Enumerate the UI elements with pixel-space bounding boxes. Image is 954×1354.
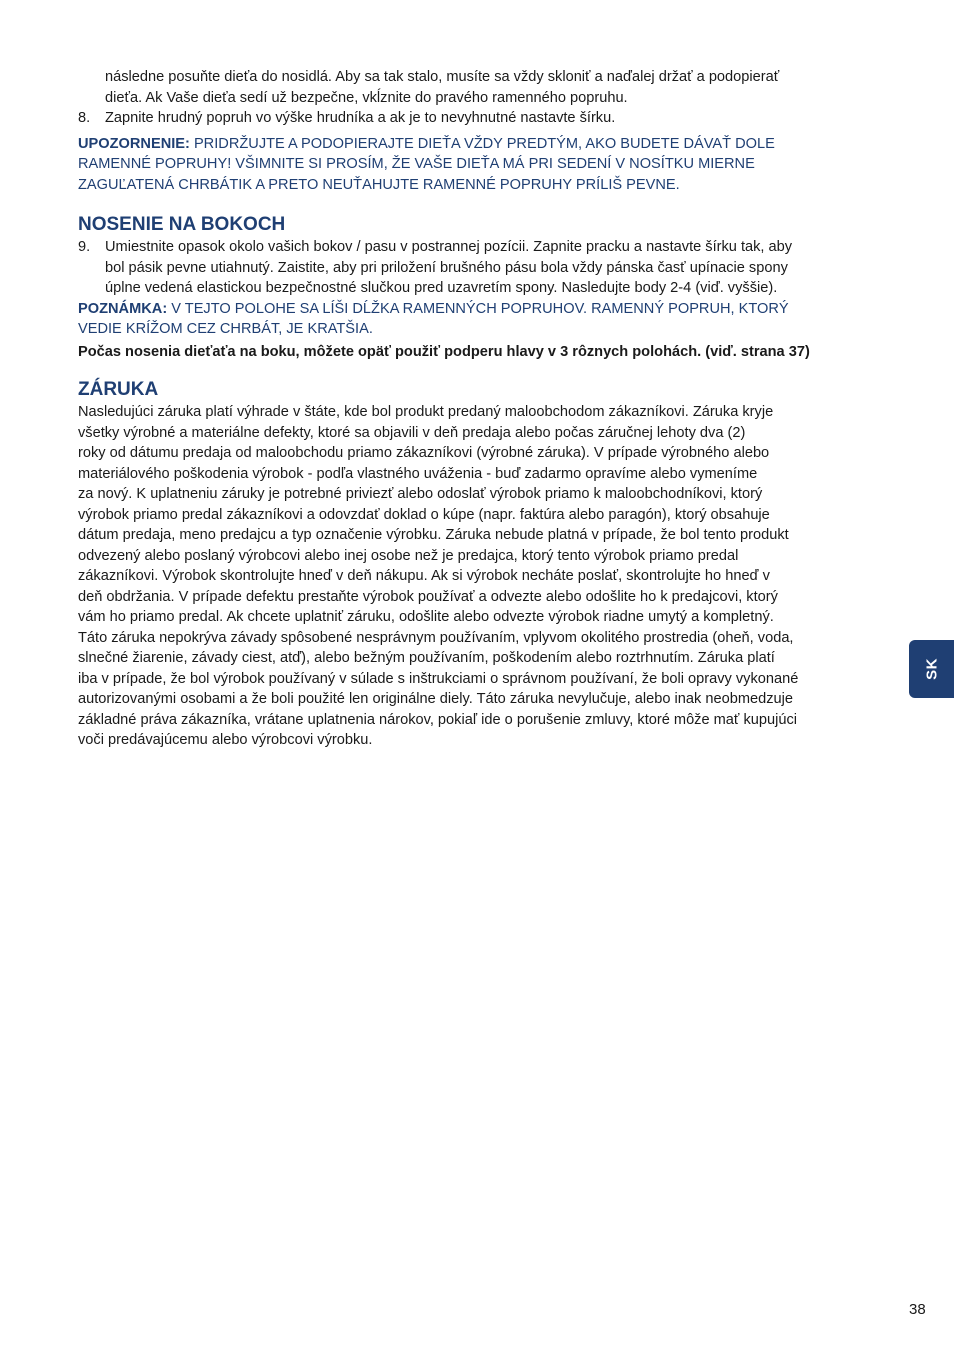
page-number: 38 (909, 1301, 926, 1318)
warranty-line: výrobok priamo predal zákazníkovi a odovzdať doklad o kúpe (napr. faktúra alebo paragón), ktorý obsahuje (78, 506, 770, 523)
warranty-line: za nový. K uplatneniu záruky je potrebné priviezť alebo odoslať výrobok priamo k maloobchodníkovi, ktorý (78, 486, 763, 502)
language-tab (909, 640, 954, 698)
warranty-line: Táto záruka nepokrýva závady spôsobené nesprávnym používaním, vplyvom okolitého prostredia (oheň, voda, (78, 629, 794, 646)
step-item-8 (78, 108, 878, 129)
warranty-line: základné práva zákazníka, vrátane uplatnenia nárokov, pokiaľ ide o porušenie zmluvy, ktoré môže mať kupujúci (78, 711, 797, 728)
section-heading-warranty: ZÁRUKA (78, 379, 159, 400)
warning-text: PRIDRŽUJTE A PODOPIERAJTE DIEŤA VŽDY PREDTÝM, AKO BUDETE DÁVAŤ DOLE (193, 135, 775, 152)
warning-line: ZAGUĽATENÁ CHRBÁTIK A PRETO NEUŤAHUJTE RAMENNÉ POPRUHY PRÍLIŠ PEVNE. (78, 176, 680, 193)
warranty-line: zákazníkovi. Výrobok skontrolujte hneď v deň nákupu. Ak si výrobok necháte poslať, skontrolujte ho hneď v (78, 568, 770, 584)
step-text-line: bol pásik pevne utiahnutý. Zaistite, aby pri priložení brušného pásu bola vždy pánska časť upínacie spony (105, 259, 788, 276)
warranty-body (78, 402, 878, 751)
warranty-line: dátum predaja, meno predajcu a typ označenie výrobku. Záruka nebude platná v prípade, že bol tento produkt (78, 527, 789, 543)
step-text-line: úplne vedená elastickou bezpečnostné slučkou pred uzavretím spony. Nasledujte body 2-4 (viď. vyššie). (105, 280, 778, 296)
continued-text-line: dieťa. Ak Vaše dieťa sedí už bezpečne, vkĺznite do pravého ramenného popruhu. (105, 89, 628, 106)
page-content (78, 67, 878, 751)
warranty-line: Nasledujúci záruka platí výhrade v štáte, kde bol produkt predaný maloobchodom zákazníkovi. Záruka kryje (78, 404, 774, 420)
warranty-line: materiálového poškodenia výrobok - podľa vlastného uváženia - buď zadarmo opravíme alebo vymeníme (78, 465, 758, 482)
warranty-line: roky od dátumu predaja od maloobchodu priamo zákazníkovi (výrobné záruka). V prípade výrobného alebo (78, 445, 770, 461)
warning-line: RAMENNÉ POPRUHY! VŠIMNITE SI PROSÍM, ŽE VAŠE DIEŤA MÁ PRI SEDENÍ V NOSÍTKU MIERNE (78, 156, 755, 172)
warranty-line: vám ho priamo predal. Ak chcete uplatniť záruku, odošlite alebo odvezte výrobok riadne umytý a kompletný. (78, 609, 774, 625)
head-support-note: Počas nosenia dieťaťa na boku, môžete opäť použiť podperu hlavy v 3 rôznych polohách. (viď. strana 37) (78, 343, 810, 360)
warning-line (78, 134, 878, 155)
continued-text-line: následne posuňte dieťa do nosidlá. Aby sa tak stalo, musíte sa vždy skloniť a naďalej držať a podopierať (105, 69, 780, 85)
warranty-line: odvezený alebo poslaný výrobcovi alebo inej osobe než je predajca, ktorý tento výrobok priamo predal (78, 547, 739, 564)
step-text: Zapnite hrudný popruh vo výške hrudníka a ak je to nevyhnutné nastavte šírku. (105, 110, 616, 126)
warranty-line: voči predávajúcemu alebo výrobcovi výrobku. (78, 732, 373, 748)
step-item-9 (78, 237, 878, 258)
note-line: VEDIE KRÍŽOM CEZ CHRBÁT, JE KRATŠIA. (78, 321, 373, 337)
note-text: V TEJTO POLOHE SA LÍŠI DĹŽKA RAMENNÝCH POPRUHOV. RAMENNÝ POPRUH, KTORÝ (171, 300, 789, 317)
warranty-line: iba v prípade, že bol výrobok používaný v súlade s inštrukciami o správnom používaní, že boli opravy vykonané (78, 670, 799, 687)
warranty-line: slnečné žiarenie, závady ciest, atď), alebo bežným používaním, poškodením alebo roztrhnutím. Záruka platí (78, 650, 775, 666)
step-number: 8. (78, 110, 91, 126)
note-line (78, 299, 878, 320)
section-heading-hip-carry: NOSENIE NA BOKOCH (78, 214, 286, 235)
warranty-line: deň obdržania. V prípade defektu prestaňte výrobok používať a odvezte alebo odošlite ho k predajcovi, ktorý (78, 588, 778, 605)
note-label: POZNÁMKA: (78, 300, 168, 317)
warning-note (78, 134, 878, 196)
note (78, 299, 878, 340)
step-number: 9. (78, 239, 91, 255)
step-text: Umiestnite opasok okolo vašich bokov / pasu v postrannej pozícii. Zapnite pracku a nastavte šírku tak, aby (105, 239, 793, 255)
warranty-line: všetky výrobné a materiálne defekty, ktoré sa objavili v deň predaja alebo počas záručnej lehoty dva (2) (78, 424, 746, 441)
warning-label: UPOZORNENIE: (78, 135, 190, 152)
language-tab-label: SK (923, 658, 940, 680)
warranty-line: autorizovanými osobami a že boli použité len originálne diely. Táto záruka nevylučuje, alebo inak neobmedzuje (78, 691, 793, 707)
